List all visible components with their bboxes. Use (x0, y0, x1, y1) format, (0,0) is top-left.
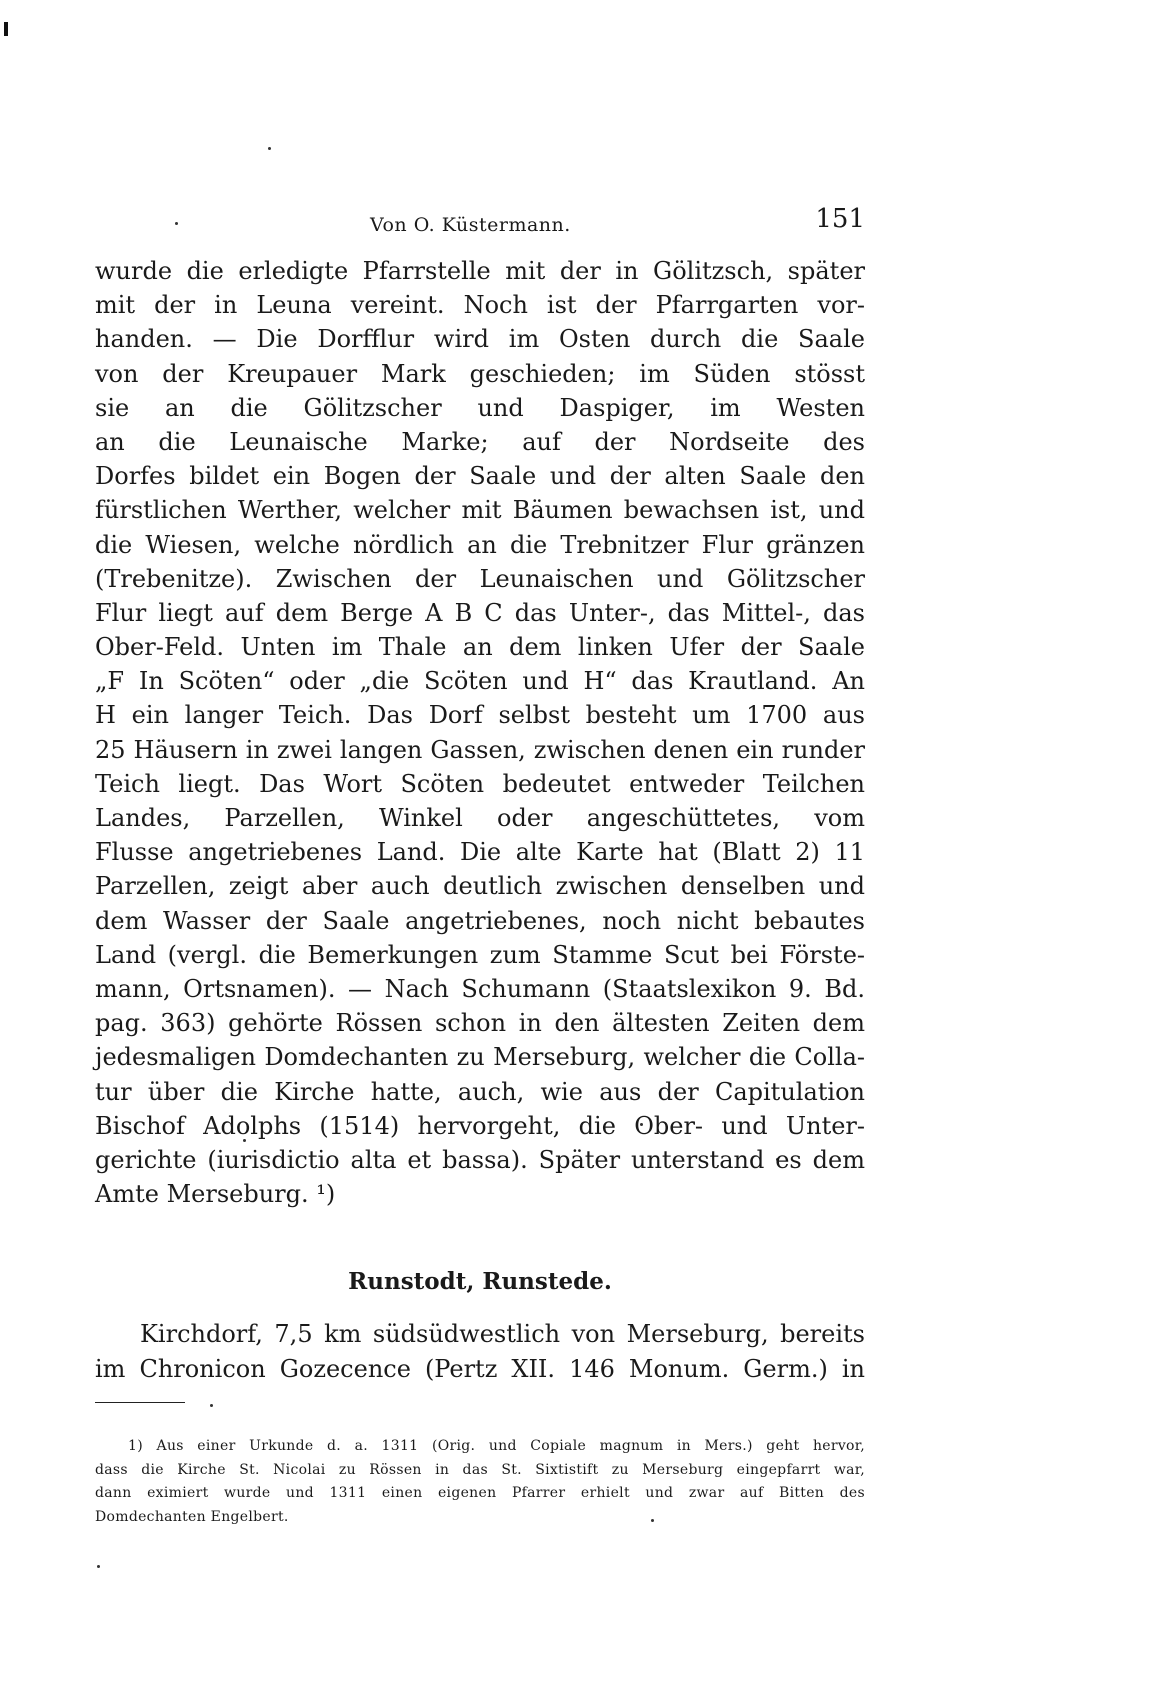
text-line: (Trebenitze). Zwischen der Leunaischen und Gölitzscher (95, 564, 865, 593)
running-head (95, 204, 865, 240)
footnote-line: dann eximiert wurde und 1311 einen eigenen Pfarrer erhielt und zwar auf Bitten des (95, 1485, 865, 1501)
text-line: die Wiesen, welche nördlich an die Trebnitzer Flur gränzen (95, 530, 865, 559)
text-line: pag. 363) gehörte Rössen schon in den ältesten Zeiten dem (95, 1009, 865, 1038)
text-line: sie an die Gölitzscher und Daspiger, im Westen (95, 393, 865, 422)
text-line: wurde die erledigte Pfarrstelle mit der in Gölitzsch, später (95, 257, 865, 285)
scan-margin-mark (4, 22, 8, 36)
text-line: dem Wasser der Saale angetriebenes, noch nicht bebautes (95, 906, 865, 935)
text-line: Flusse angetriebenes Land. Die alte Karte hat (Blatt 2) 11 (95, 838, 865, 867)
scan-speck (97, 1565, 100, 1568)
footnote (95, 1435, 865, 1529)
text-line: fürstlichen Werther, welcher mit Bäumen bewachsen ist, und (95, 496, 865, 525)
text-line: Landes, Parzellen, Winkel oder angeschüttetes, vom (95, 804, 865, 832)
text-line: Flur liegt auf dem Berge A B C das Unter-, das Mittel-, das (95, 598, 865, 627)
text-line: handen. — Die Dorfflur wird im Osten durch die Saale (95, 325, 865, 354)
text-line: jedesmaligen Domdechanten zu Merseburg, welcher die Colla- (95, 1043, 865, 1072)
text-line: Ober-Feld. Unten im Thale an dem linken Ufer der Saale (95, 633, 865, 662)
text-line: im Chronicon Gozecence (Pertz XII. 146 Monum. Germ.) in (95, 1355, 865, 1383)
page-number: 151 (815, 204, 865, 234)
scan-speck (210, 1404, 213, 1407)
footnote-line: 1) Aus einer Urkunde d. a. 1311 (Orig. und Copiale magnum in Mers.) geht hervor, (128, 1438, 865, 1454)
text-line: Amte Merseburg. ¹) (95, 1180, 336, 1209)
section-heading: Runstodt, Runstede. (348, 1268, 612, 1295)
footnote-line: Domdechanten Engelbert. (95, 1508, 289, 1525)
text-line: H ein langer Teich. Das Dorf selbst besteht um 1700 aus (95, 701, 865, 730)
text-line: Bischof Adolphs (1514) hervorgeht, die Ober- und Unter- (95, 1111, 865, 1140)
text-line: 25 Häusern in zwei langen Gassen, zwischen denen ein runder (95, 735, 865, 764)
text-line: Teich liegt. Das Wort Scöten bedeutet entweder Teilchen (95, 769, 865, 798)
text-line: gerichte (iurisdictio alta et bassa). Später unterstand es dem (95, 1145, 865, 1174)
text-line: von der Kreupauer Mark geschieden; im Süden stösst (95, 359, 865, 388)
text-line: an die Leunaische Marke; auf der Nordseite des (95, 427, 865, 456)
footnote-line: dass die Kirche St. Nicolai zu Rössen in das St. Sixtistift zu Merseburg eingepfarrt war, (95, 1461, 865, 1478)
text-line: mann, Ortsnamen). — Nach Schumann (Staatslexikon 9. Bd. (95, 974, 865, 1003)
text-line: Parzellen, zeigt aber auch deutlich zwischen denselben und (95, 872, 865, 901)
text-line: tur über die Kirche hatte, auch, wie aus der Capitulation (95, 1077, 865, 1106)
text-line: Land (vergl. die Bemerkungen zum Stamme Scut bei Förste- (95, 940, 865, 969)
scan-speck (268, 147, 271, 150)
text-line: Dorfes bildet ein Bogen der Saale und der alten Saale den (95, 462, 865, 491)
text-line: „F In Scöten“ oder „die Scöten und H“ das Krautland. An (95, 667, 865, 696)
section-paragraph (95, 1317, 865, 1387)
running-title: Von O. Küstermann. (370, 214, 571, 236)
text-line: mit der in Leuna vereint. Noch ist der Pfarrgarten vor- (95, 291, 865, 320)
text-line: Kirchdorf, 7,5 km südsüdwestlich von Merseburg, bereits (140, 1320, 865, 1348)
footnote-divider (95, 1402, 185, 1403)
main-paragraph (95, 254, 865, 1211)
